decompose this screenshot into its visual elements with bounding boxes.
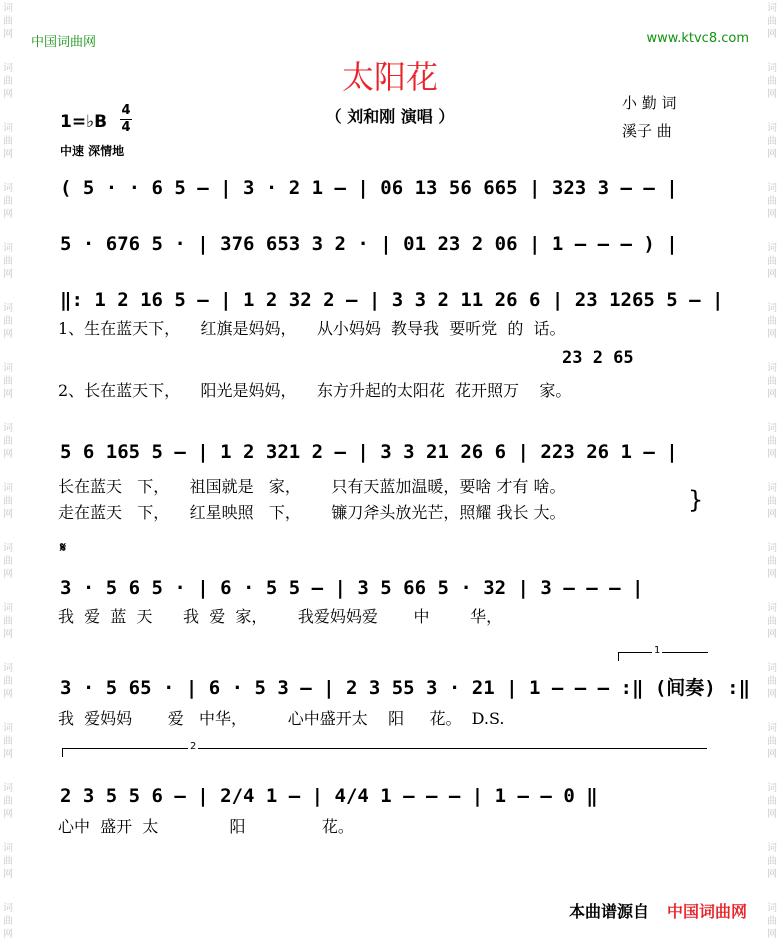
notation-row-1	[0, 160, 780, 200]
watermark-text: 词 曲 网	[3, 543, 13, 580]
watermark-text: 词 曲 网	[3, 63, 13, 100]
source-footer	[569, 899, 747, 922]
segno-sign: 𝄋	[60, 540, 67, 556]
first-ending-number: 1	[654, 645, 661, 656]
notation-text: ( 5 · · 6 5 – | 3 · 2 1 – | 06 13 56 665 | 323 3 – – |	[60, 177, 678, 199]
watermark-text: 词 曲 网	[3, 423, 13, 460]
notation-text: 2 3 5 5 6 – | 2/4 1 – | 4/4 1 – – – | 1 – – 0 ‖	[60, 785, 598, 807]
notation-row-5	[0, 560, 780, 600]
watermark-text: 词 曲 网	[767, 423, 777, 460]
notation-row-4	[0, 424, 780, 464]
watermark-text: 词 曲 网	[3, 123, 13, 160]
lyrics-ending: 心中 盛开 太 阳 花。	[58, 817, 354, 836]
second-ending-number: 2	[190, 741, 197, 752]
watermark-text: 词 曲 网	[3, 843, 13, 880]
watermark-text: 词 曲 网	[767, 483, 777, 520]
watermark-text: 词 曲 网	[767, 3, 777, 40]
notation-row-7	[0, 768, 780, 808]
watermark-text: 词 曲 网	[767, 123, 777, 160]
watermark-text: 词 曲 网	[767, 363, 777, 400]
time-signature	[120, 104, 132, 135]
watermark-text: 词 曲 网	[3, 483, 13, 520]
notation-row-6	[0, 660, 780, 700]
time-signature-top: 4	[121, 103, 131, 118]
key-signature: 1=♭B	[60, 112, 108, 132]
lyrics-chorus-line-1: 我 爱 蓝 天 我 爱 家， 我爱妈妈爱 中 华，	[58, 607, 503, 626]
lyrics-verse-2-line-2: 走在蓝天 下， 红星映照 下， 镰刀斧头放光芒，照耀 我长 大。	[58, 503, 566, 522]
watermark-text: 词 曲 网	[767, 543, 777, 580]
watermark-text: 词 曲 网	[767, 303, 777, 340]
watermark-text: 词 曲 网	[767, 183, 777, 220]
tempo-marking: 中速 深情地	[60, 144, 125, 158]
lyrics-verse-1-line-2: 长在蓝天 下， 祖国就是 家， 只有天蓝加温暖，要啥 才有 啥。	[58, 477, 566, 496]
watermark-text: 词 曲 网	[3, 723, 13, 760]
notation-text: ‖: 1 2 16 5 – | 1 2 32 2 – | 3 3 2 11 26 6 | 23 1265 5 – |	[60, 289, 724, 311]
lyrics-verse-2-line-1: 2、长在蓝天下， 阳光是妈妈， 东方升起的太阳花 花开照万 家。	[58, 381, 572, 400]
verse-brace: }	[688, 486, 704, 514]
notation-text: 3 · 5 6 5 · | 6 · 5 5 – | 3 5 66 5 · 32 | 3 – – – |	[60, 577, 644, 599]
composer-credit: 溪子 曲	[622, 122, 672, 140]
source-label: 本曲谱源自	[568, 902, 649, 921]
watermark-text: 词 曲 网	[3, 783, 13, 820]
notation-row-2	[0, 216, 780, 256]
notation-variant-row	[0, 332, 780, 370]
watermark-text: 词 曲 网	[3, 903, 13, 940]
watermark-text: 词 曲 网	[767, 903, 777, 940]
notation-text: 23 2 65	[562, 348, 634, 368]
lyrics-chorus-line-2: 我 爱妈妈 爱 中华， 心中盛开太 阳 花。 D.S.	[58, 709, 505, 728]
notation-text: 5 · 676 5 · | 376 653 3 2 · | 01 23 2 06 | 1 – – – ) |	[60, 233, 678, 255]
notation-text: 3 · 5 65 · | 6 · 5 3 – | 2 3 55 3 · 21 | 1 – – – :‖ (间奏) :‖	[60, 677, 751, 699]
watermark-text: 词 曲 网	[3, 303, 13, 340]
watermark-text: 词 曲 网	[767, 63, 777, 100]
watermark-text: 词 曲 网	[767, 783, 777, 820]
site-name-link[interactable]: 中国词曲网	[31, 35, 97, 50]
watermark-text: 词 曲 网	[767, 723, 777, 760]
source-brand-link[interactable]: 中国词曲网	[666, 902, 747, 921]
watermark-text: 词 曲 网	[3, 363, 13, 400]
lyricist-credit: 小 勤 词	[622, 94, 677, 112]
song-title: 太阳花	[341, 58, 438, 96]
watermark-text: 词 曲 网	[3, 183, 13, 220]
watermark-text: 词 曲 网	[767, 243, 777, 280]
site-url-link[interactable]: www.ktvc8.com	[646, 31, 749, 46]
watermark-text: 词 曲 网	[3, 663, 13, 700]
notation-text: 5 6 165 5 – | 1 2 321 2 – | 3 3 21 26 6 | 223 26 1 – |	[60, 441, 678, 463]
watermark-text: 词 曲 网	[767, 843, 777, 880]
watermark-text: 词 曲 网	[767, 663, 777, 700]
watermark-text: 词 曲 网	[3, 243, 13, 280]
lyrics-verse-1-line-1: 1、生在蓝天下， 红旗是妈妈， 从小妈妈 教导我 要听党 的 话。	[58, 319, 566, 338]
watermark-text: 词 曲 网	[3, 603, 13, 640]
notation-row-3	[0, 272, 780, 312]
watermark-text: 词 曲 网	[3, 3, 13, 40]
second-ending-bracket	[62, 741, 707, 752]
time-signature-bottom: 4	[121, 120, 131, 135]
watermark-text: 词 曲 网	[767, 603, 777, 640]
first-ending-bracket	[618, 645, 708, 656]
singer-credit: （ 刘和刚 演唱 ）	[325, 107, 455, 126]
